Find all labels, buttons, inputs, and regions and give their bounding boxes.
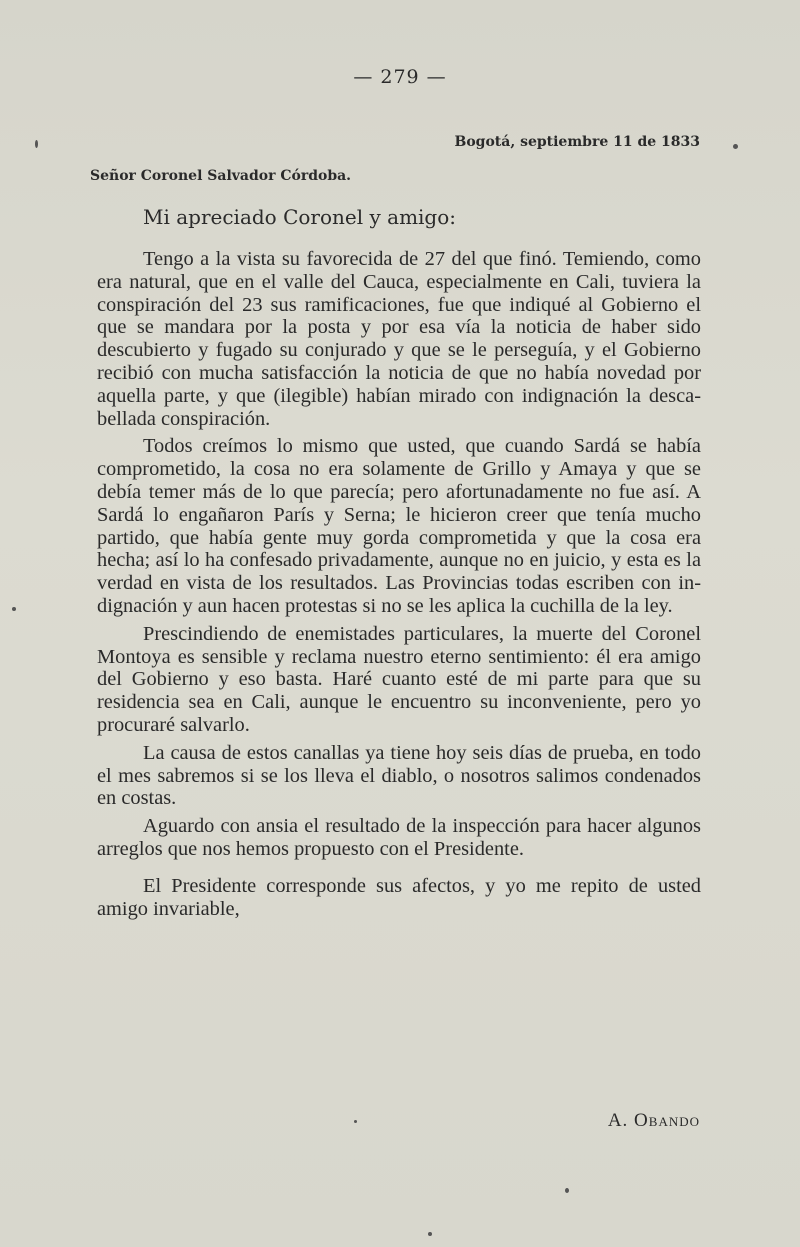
paragraph: Aguardo con ansia el resultado de la inspección para hacer algunos arreglos que nos hemos propuesto con el Presidente.: [97, 815, 701, 860]
paper-speck: [12, 607, 16, 611]
place-date: Bogotá, septiembre 11 de 1833: [454, 134, 700, 150]
paragraph: Prescindiendo de enemistades particulares, la muerte del Coronel Montoya es sensible y reclama nuestro eterno sentimiento: él era amigo del Gobierno y eso basta. Haré cuanto esté de mi parte para que su residencia sea en Cali, aunque le encuentro su inconveniente, pero yo procuraré salvarlo.: [97, 622, 701, 736]
paragraph: Todos creímos lo mismo que usted, que cuando Sardá se había comprometido, la cosa no era solamente de Grillo y Amaya y que se debía temer más de lo que parecía; pero afortunadamente no fue así. A Sardá lo engañaron París y Serna; le hicieron creer que tenía mucho partido, que había gente muy gorda comprometida y que la cosa era hecha; así lo ha confesado privadamente, aunque no en juicio, y esta es la verdad en vista de los resultados. Las Provincias todas escriben con indignación y aun hacen protestas si no se les aplica la cuchilla de la ley.: [97, 435, 701, 617]
closing-paragraph: El Presidente corresponde sus afectos, y yo me repito de usted amigo invariable,: [97, 874, 701, 920]
paper-speck: [565, 1188, 569, 1193]
paper-speck: [35, 140, 38, 148]
paper-speck: [428, 1232, 432, 1236]
paper-speck: [733, 144, 738, 149]
paper-speck: [354, 1120, 357, 1123]
salutation: Mi apreciado Coronel y amigo:: [143, 205, 457, 229]
letter-body: [97, 248, 701, 925]
signature-name: Obando: [634, 1110, 700, 1131]
paragraph: Tengo a la vista su favorecida de 27 del que finó. Temiendo, como era natural, que en el valle del Cauca, especialmente en Cali, tuviera la conspiración del 23 sus ramificaciones, fue que indiqué al Gobierno el que se mandara por la posta y por esa vía la noticia de haber sido descubierto y fugado su conjurado y que se le perseguía, y el Gobierno recibió con mucha satisfacción la noticia de que no había novedad por aquella parte, y que (ilegible) habían mirado con indignación la descabellada conspiración.: [97, 248, 701, 430]
signature-initial: A.: [607, 1110, 629, 1131]
signature: [608, 1110, 700, 1132]
paragraph: La causa de estos canallas ya tiene hoy seis días de prueba, en todo el mes sabremos si se los lleva el diablo, o nosotros salimos condenados en costas.: [97, 741, 701, 810]
addressee: Señor Coronel Salvador Córdoba.: [90, 168, 352, 184]
page-number: — 279 —: [353, 66, 447, 88]
